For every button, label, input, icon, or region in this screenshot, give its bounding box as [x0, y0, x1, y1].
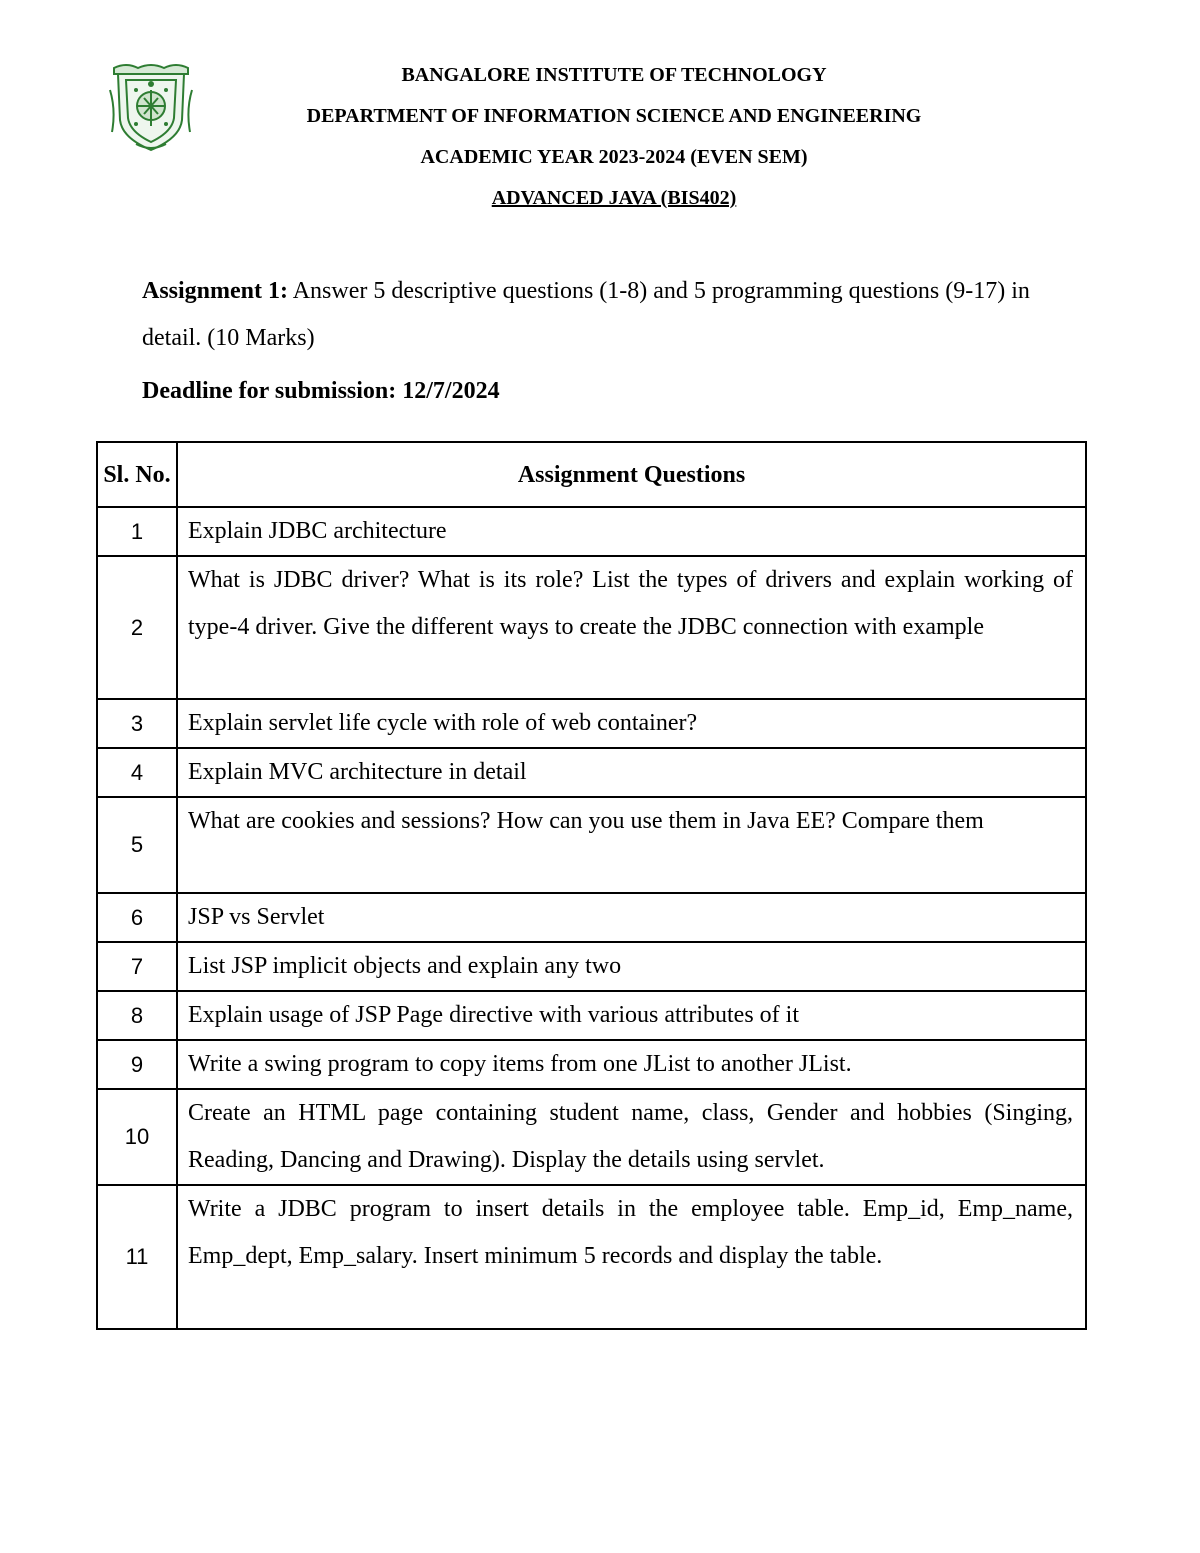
question-number: 8	[97, 991, 177, 1040]
question-number: 5	[97, 797, 177, 893]
question-text: List JSP implicit objects and explain any two	[177, 942, 1086, 991]
assignment-instructions: Answer 5 descriptive questions (1-8) and 5 programming questions (9-17) in detail. (10 Marks)	[142, 278, 1030, 351]
question-number: 9	[97, 1040, 177, 1089]
table-row	[97, 1040, 1086, 1089]
column-header-questions: Assignment Questions	[177, 442, 1086, 507]
question-number: 4	[97, 748, 177, 797]
academic-year: ACADEMIC YEAR 2023-2024 (EVEN SEM)	[420, 146, 808, 168]
column-header-number: Sl. No.	[97, 442, 177, 507]
question-number: 7	[97, 942, 177, 991]
assignment-intro	[142, 268, 1088, 362]
department-name: DEPARTMENT OF INFORMATION SCIENCE AND ENGINEERING	[306, 105, 922, 127]
table-row	[97, 507, 1086, 556]
question-number: 6	[97, 893, 177, 942]
question-text: Explain JDBC architecture	[177, 507, 1086, 556]
question-text: What are cookies and sessions? How can you use them in Java EE? Compare them	[177, 797, 1086, 893]
institute-name: BANGALORE INSTITUTE OF TECHNOLOGY	[401, 64, 827, 86]
assignment-label: Assignment 1:	[142, 278, 289, 304]
question-text: JSP vs Servlet	[177, 893, 1086, 942]
table-row	[97, 893, 1086, 942]
question-number: 3	[97, 699, 177, 748]
question-number: 10	[97, 1089, 177, 1185]
document-header	[0, 62, 1200, 226]
table-row	[97, 1089, 1086, 1185]
table-header-row	[97, 442, 1086, 507]
submission-deadline: Deadline for submission: 12/7/2024	[142, 378, 500, 404]
question-text: Create an HTML page containing student name, class, Gender and hobbies (Singing, Reading, Dancing and Drawing). Display the details using servlet.	[177, 1089, 1086, 1185]
question-number: 2	[97, 556, 177, 699]
question-text: Explain usage of JSP Page directive with various attributes of it	[177, 991, 1086, 1040]
table-row	[97, 748, 1086, 797]
question-text: Explain servlet life cycle with role of web container?	[177, 699, 1086, 748]
course-title: ADVANCED JAVA (BIS402)	[491, 187, 737, 209]
question-text: Write a swing program to copy items from one JList to another JList.	[177, 1040, 1086, 1089]
table-row	[97, 797, 1086, 893]
question-number: 11	[97, 1185, 177, 1329]
question-number: 1	[97, 507, 177, 556]
table-row	[97, 991, 1086, 1040]
table-row	[97, 1185, 1086, 1329]
table-row	[97, 556, 1086, 699]
questions-table	[96, 441, 1087, 1330]
question-text: Explain MVC architecture in detail	[177, 748, 1086, 797]
question-text: What is JDBC driver? What is its role? List the types of drivers and explain working of type-4 driver. Give the different ways to create the JDBC connection with example	[177, 556, 1086, 699]
question-text: Write a JDBC program to insert details in the employee table. Emp_id, Emp_name, Emp_dept, Emp_salary. Insert minimum 5 records and display the table.	[177, 1185, 1086, 1329]
table-row	[97, 699, 1086, 748]
table-row	[97, 942, 1086, 991]
